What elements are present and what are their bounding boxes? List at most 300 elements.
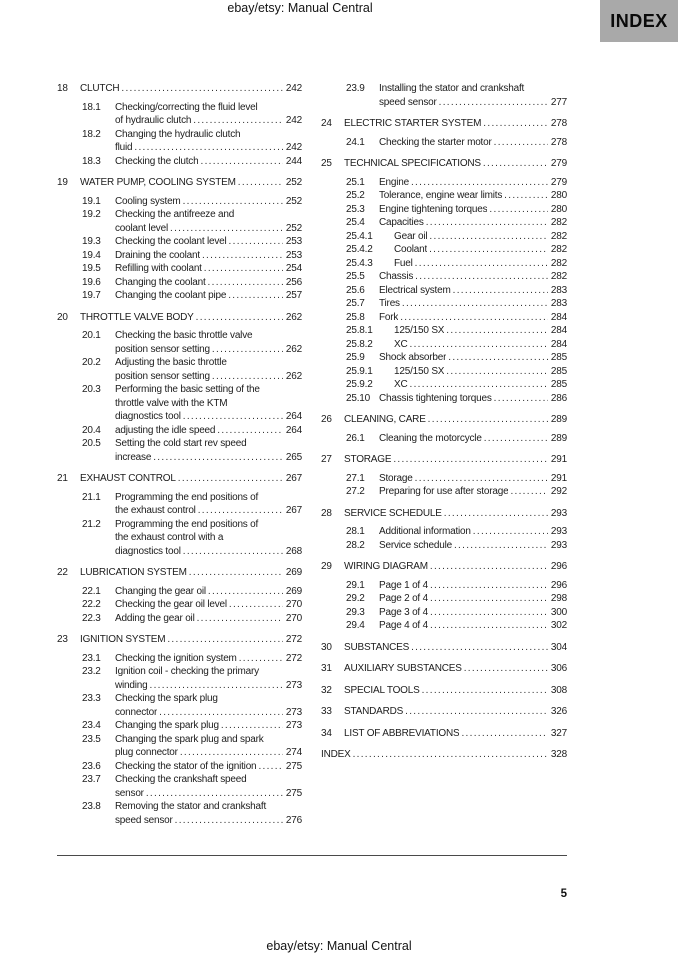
toc-entry-text-line: Performing the basic setting of the [115, 384, 260, 395]
toc-entry-last-line [115, 451, 302, 465]
toc-entry-page-number: 252 [285, 195, 302, 207]
toc-entry-body [115, 155, 302, 169]
dot-leader [444, 507, 548, 521]
index-tab [600, 0, 678, 42]
toc-entry-title: 125/150 SX [394, 365, 445, 377]
toc-entry-number: 22.1 [82, 585, 101, 597]
toc-entry-number: 30 [321, 641, 332, 653]
toc-entry-title: Checking the ignition system [115, 652, 237, 664]
toc-entry-last-line [80, 82, 302, 96]
toc-entry [57, 235, 302, 249]
toc-entry [321, 560, 567, 574]
toc-entry-number: 25.8.1 [346, 325, 373, 336]
toc-entry [57, 692, 302, 719]
toc-entry-title: XC [394, 379, 408, 390]
toc-entry-page-number: 269 [285, 567, 302, 578]
toc-entry-body [115, 249, 302, 263]
toc-entry-last-line [80, 566, 302, 580]
toc-entry-body [115, 760, 302, 774]
dot-leader [428, 413, 548, 427]
toc-entry-page-number: 275 [285, 760, 302, 772]
toc-entry-last-line [344, 705, 567, 719]
toc-entry-number: 19.3 [82, 236, 101, 247]
toc-entry-last-line [115, 814, 302, 828]
toc-entry-number: 28 [321, 507, 332, 519]
dot-leader [229, 235, 283, 249]
toc-entry-body [115, 518, 302, 559]
toc-entry-page-number: 284 [550, 311, 567, 323]
toc-entry-number: 25.4.3 [346, 257, 373, 269]
dot-leader [167, 633, 283, 647]
toc-entry-title: Cleaning the motorcycle [379, 432, 482, 444]
toc-entry-number: 29.2 [346, 593, 365, 604]
toc-entry-text-line: the exhaust control with a [115, 532, 224, 543]
toc-entry [57, 383, 302, 424]
toc-entry-body [394, 338, 567, 352]
dot-leader [183, 195, 283, 209]
toc-entry-title: LIST OF ABBREVIATIONS [344, 727, 460, 739]
toc-entry-number: 22.3 [82, 612, 101, 624]
toc-entry-number: 19.5 [82, 263, 101, 274]
dot-leader [410, 378, 548, 392]
toc-entry-last-line [321, 748, 567, 762]
toc-entry-body [80, 472, 302, 486]
toc-entry-last-line [115, 141, 302, 155]
dot-leader [393, 453, 548, 467]
dot-leader [439, 96, 548, 110]
toc-entry-last-line [394, 257, 567, 271]
toc-entry [321, 365, 567, 379]
toc-entry-number: 19.6 [82, 276, 101, 288]
toc-entry-last-line [394, 365, 567, 379]
toc-entry-title: SERVICE SCHEDULE [344, 507, 442, 519]
toc-entry-title: diagnostics tool [115, 411, 181, 422]
toc-entry-last-line [115, 746, 302, 760]
toc-entry-title: speed sensor [379, 96, 437, 108]
dot-leader [489, 203, 547, 217]
toc-entry-last-line [344, 560, 567, 574]
toc-entry-page-number: 265 [285, 451, 302, 463]
toc-entry-body [344, 117, 567, 131]
toc-entry-text-line: Checking the antifreeze and [115, 209, 235, 220]
toc-entry-text-line: Programming the end positions of [115, 518, 259, 530]
toc-entry [321, 243, 567, 257]
toc-entry-last-line [344, 662, 567, 676]
toc-entry [321, 270, 567, 284]
toc-entry-title: sensor [115, 787, 144, 799]
toc-entry-last-line [379, 539, 567, 553]
toc-entry [321, 136, 567, 150]
toc-entry-body [379, 525, 567, 539]
toc-entry-last-line [379, 311, 567, 325]
toc-entry-text-line: Ignition coil - checking the primary [115, 666, 259, 677]
toc-entry-number: 19.7 [82, 290, 101, 301]
toc-left-column [57, 80, 302, 827]
toc-entry-body [379, 606, 567, 620]
toc-entry-title: SPECIAL TOOLS [344, 684, 420, 696]
toc-entry-body [115, 491, 302, 518]
toc-entry-text-line: Changing the spark plug and spark [115, 733, 264, 745]
toc-entry-title: Page 4 of 4 [379, 620, 428, 631]
toc-entry [57, 612, 302, 626]
dot-leader [473, 525, 548, 539]
toc-entry-page-number: 279 [550, 176, 567, 188]
dot-leader [204, 262, 283, 276]
toc-entry-page-number: 293 [550, 539, 567, 551]
toc-entry [321, 432, 567, 446]
toc-entry-last-line [80, 633, 302, 647]
toc-entry-body [344, 684, 567, 698]
toc-entry [57, 262, 302, 276]
toc-entry-title: Tolerance, engine wear limits [379, 190, 503, 201]
toc-entry-title: Checking the clutch [115, 155, 199, 167]
toc-entry-number: 25.4 [346, 217, 365, 228]
dot-leader [121, 82, 283, 96]
toc-entry-page-number: 284 [550, 325, 567, 336]
toc-entry [321, 378, 567, 392]
toc-entry-last-line [344, 684, 567, 698]
toc-entry-title: Checking the stator of the ignition [115, 760, 257, 772]
toc-entry-page-number: 269 [285, 585, 302, 597]
toc-entry-page-number: 275 [285, 787, 302, 799]
toc-entry-body [115, 424, 302, 438]
toc-entry-number: 25.9.1 [346, 365, 373, 377]
toc-entry-text-line: Removing the stator and crankshaft [115, 801, 267, 812]
toc-entry-title: Engine [379, 176, 409, 188]
toc-entry-number: 19 [57, 177, 68, 188]
toc-entry-number: 28.2 [346, 539, 365, 551]
toc-entry-title: position sensor setting [115, 343, 210, 355]
toc-entry-body [379, 432, 567, 446]
toc-entry-title: fluid [115, 142, 133, 153]
toc-entry-number: 20 [57, 311, 68, 323]
toc-entry-body [394, 257, 567, 271]
toc-entry-body [379, 311, 567, 325]
toc-entry-text-line: Programming the end positions of [115, 491, 259, 503]
dot-leader [448, 351, 548, 365]
toc-entry-title: THROTTLE VALVE BODY [80, 311, 194, 323]
toc-entry-last-line [115, 545, 302, 559]
toc-entry [321, 619, 567, 633]
toc-entry-number: 28.1 [346, 526, 365, 537]
toc-entry-text-line: Adjusting the basic throttle [115, 357, 227, 368]
toc-entry [57, 719, 302, 733]
toc-entry-page-number: 300 [550, 606, 567, 618]
toc-entry-page-number: 302 [550, 620, 567, 631]
dot-leader [202, 249, 283, 263]
toc-entry-last-line [115, 679, 302, 693]
toc-entry-number: 25 [321, 158, 332, 169]
toc-entry-number: 27.2 [346, 486, 365, 497]
toc-entry-body [115, 598, 302, 612]
toc-entry-page-number: 278 [550, 118, 567, 129]
dot-leader [483, 157, 548, 171]
dot-leader [464, 662, 548, 676]
dot-leader [200, 155, 282, 169]
toc-entry-page-number: 280 [550, 190, 567, 201]
toc-entry-page-number: 264 [285, 424, 302, 436]
toc-entry-title: winding [115, 679, 148, 691]
dot-leader [228, 289, 283, 303]
toc-entry-number: 22.2 [82, 599, 101, 610]
dot-leader [494, 392, 548, 406]
toc-entry-body [379, 189, 567, 203]
toc-entry-number: 29.4 [346, 620, 365, 631]
toc-entry-body [379, 472, 567, 486]
toc-entry-page-number: 273 [285, 720, 302, 731]
toc-entry-page-number: 272 [285, 634, 302, 645]
toc-entry [321, 606, 567, 620]
toc-entry-body [344, 507, 567, 521]
toc-entry-title: 125/150 SX [394, 325, 445, 336]
toc-entry-title: Draining the coolant [115, 249, 200, 261]
toc-entry-body [379, 270, 567, 284]
toc-entry-number: 19.2 [82, 209, 101, 220]
dot-leader [430, 619, 548, 633]
toc-entry-last-line [80, 311, 302, 325]
toc-entry-last-line [115, 262, 302, 276]
toc-entry-number: 25.4.2 [346, 244, 373, 255]
toc-entry-page-number: 291 [550, 472, 567, 484]
toc-entry-text-line: Changing the hydraulic clutch [115, 128, 241, 140]
dot-leader [134, 141, 283, 155]
toc-entry [321, 230, 567, 244]
toc-entry-title: of hydraulic clutch [115, 115, 192, 126]
toc-entry-page-number: 252 [285, 222, 302, 234]
toc-entry-text-line: Checking the spark plug [115, 693, 218, 704]
toc-entry [57, 598, 302, 612]
toc-entry-number: 25.7 [346, 298, 365, 309]
toc-entry-last-line [379, 525, 567, 539]
toc-entry [57, 437, 302, 464]
toc-entry-last-line [115, 370, 302, 384]
toc-entry-body [115, 665, 302, 692]
toc-entry-title: WIRING DIAGRAM [344, 561, 428, 572]
dot-leader [430, 579, 548, 593]
toc-entry-last-line [115, 276, 302, 290]
toc-entry [57, 128, 302, 155]
toc-entry-last-line [115, 585, 302, 599]
toc-entry-page-number: 276 [285, 814, 302, 826]
toc-entry-page-number: 285 [550, 379, 567, 390]
toc-entry [57, 289, 302, 303]
toc-entry-page-number: 262 [285, 370, 302, 382]
toc-entry-page-number: 283 [550, 298, 567, 309]
toc-entry-last-line [115, 760, 302, 774]
toc-entry-number: 21.2 [82, 518, 101, 530]
toc-entry-number: 20.3 [82, 384, 101, 395]
toc-entry-last-line [379, 284, 567, 298]
toc-entry-page-number: 264 [285, 411, 302, 422]
toc-entry-last-line [344, 507, 567, 521]
toc-entry [57, 566, 302, 580]
index-tab-label: INDEX [610, 10, 668, 31]
toc-entry-page-number: 262 [285, 311, 302, 323]
toc-entry-body [379, 136, 567, 150]
dot-leader [484, 432, 548, 446]
toc-entry-page-number: 242 [285, 142, 302, 153]
dot-leader [430, 606, 548, 620]
toc-entry-body [115, 208, 302, 235]
page-footer: ebay/etsy: Manual Central [266, 939, 412, 953]
toc-entry [321, 297, 567, 311]
toc-entry-number: 18.1 [82, 101, 101, 113]
toc-entry-body [115, 800, 302, 827]
toc-entry-number: 32 [321, 684, 332, 696]
toc-entry-number: 27 [321, 454, 332, 465]
toc-entry-body [394, 324, 567, 338]
toc-entry-last-line [115, 155, 302, 169]
toc-entry-number: 33 [321, 706, 332, 717]
toc-entry-number: 25.6 [346, 284, 365, 296]
toc-entry-last-line [115, 222, 302, 236]
toc-entry-title: Preparing for use after storage [379, 486, 509, 497]
toc-entry-title: Page 2 of 4 [379, 593, 428, 604]
toc-entry [57, 585, 302, 599]
toc-entry-last-line [115, 719, 302, 733]
toc-entry-title: SUBSTANCES [344, 641, 410, 653]
toc-entry-number: 26 [321, 414, 332, 425]
toc-entry-body [379, 284, 567, 298]
toc-entry [321, 592, 567, 606]
toc-entry-body [379, 579, 567, 593]
toc-entry-title: Shock absorber [379, 352, 447, 363]
toc-entry-title: WATER PUMP, COOLING SYSTEM [80, 177, 236, 188]
toc-entry-title: Page 1 of 4 [379, 579, 428, 591]
toc-entry-page-number: 289 [550, 432, 567, 444]
toc-entry-number: 26.1 [346, 432, 365, 444]
dot-leader [411, 176, 548, 190]
toc-entry-body [115, 383, 302, 424]
dot-leader [258, 760, 282, 774]
toc-entry-body [80, 566, 302, 580]
toc-entry-page-number: 273 [285, 679, 302, 691]
toc-entry [321, 203, 567, 217]
toc-entry-body [344, 662, 567, 676]
toc-entry-page-number: 282 [550, 230, 567, 242]
toc-entry [321, 82, 567, 109]
toc-entry-body [344, 705, 567, 719]
dot-leader [221, 719, 283, 733]
toc-entry-body [379, 351, 567, 365]
dot-leader [446, 324, 548, 338]
toc-entry-title: IGNITION SYSTEM [80, 634, 166, 645]
toc-entry-body [115, 329, 302, 356]
toc-entry-number: 23.3 [82, 693, 101, 704]
toc-entry [321, 392, 567, 406]
toc-entry-page-number: 267 [285, 505, 302, 516]
toc-entry-last-line [115, 289, 302, 303]
dot-leader [150, 679, 283, 693]
toc-entry-title: Checking the coolant level [115, 236, 227, 247]
toc-entry-title: Changing the coolant pipe [115, 290, 227, 301]
dot-leader [353, 748, 548, 762]
toc-entry-last-line [394, 338, 567, 352]
toc-entry-page-number: 282 [550, 244, 567, 255]
toc-entry-body [394, 243, 567, 257]
toc-entry-last-line [115, 612, 302, 626]
toc-entry-page-number: 254 [285, 263, 302, 274]
toc-entry-number: 19.4 [82, 249, 101, 261]
dot-leader [411, 641, 548, 655]
dot-leader [180, 746, 283, 760]
toc-entry-body [80, 82, 302, 96]
toc-entry-number: 29 [321, 561, 332, 572]
toc-entry-title: LUBRICATION SYSTEM [80, 567, 187, 578]
toc-entry [57, 195, 302, 209]
toc-entry-last-line [115, 706, 302, 720]
toc-entry-number: 25.2 [346, 190, 365, 201]
toc-entry-page-number: 306 [550, 663, 567, 674]
toc-entry-page-number: 328 [550, 749, 567, 760]
toc-entry-page-number: 253 [285, 249, 302, 261]
dot-leader [415, 257, 548, 271]
toc-entry [321, 324, 567, 338]
toc-entry-number: 25.4.1 [346, 230, 373, 242]
toc-entry-number: 25.9.2 [346, 379, 373, 390]
toc-entry-title: Gear oil [394, 230, 428, 242]
toc-entry [321, 338, 567, 352]
toc-entry-page-number: 327 [550, 727, 567, 739]
dot-leader [402, 297, 548, 311]
dot-leader [446, 365, 548, 379]
toc-entry-title: coolant level [115, 222, 168, 234]
dot-leader [415, 270, 548, 284]
toc-entry-page-number: 293 [550, 526, 567, 537]
dot-leader [426, 216, 548, 230]
toc-entry-page-number: 289 [550, 414, 567, 425]
toc-entry-body [115, 733, 302, 760]
toc-entry-title: EXHAUST CONTROL [80, 473, 176, 484]
dot-leader [196, 311, 283, 325]
toc-entry-page-number: 262 [285, 343, 302, 355]
toc-entry-last-line [344, 453, 567, 467]
dot-leader [239, 652, 283, 666]
toc-entry-body [115, 262, 302, 276]
toc-entry [57, 773, 302, 800]
toc-entry-page-number: 286 [550, 392, 567, 404]
toc-entry-page-number: 282 [550, 257, 567, 269]
toc-entry [57, 424, 302, 438]
toc-entry-body [115, 235, 302, 249]
toc-entry-last-line [379, 176, 567, 190]
toc-entry-body [115, 276, 302, 290]
toc-entry-title: STANDARDS [344, 706, 404, 717]
dot-leader [208, 585, 283, 599]
toc-entry-number: 23.5 [82, 733, 101, 745]
toc-entry-body [115, 585, 302, 599]
toc-entry [321, 157, 567, 171]
dot-leader [415, 472, 548, 486]
toc-entry-body [115, 773, 302, 800]
toc-entry-title: Changing the spark plug [115, 720, 219, 731]
dot-leader [208, 276, 283, 290]
toc-entry-body [379, 619, 567, 633]
dot-leader [400, 311, 548, 325]
toc-entry-number: 23.1 [82, 652, 101, 664]
toc-entry-body [80, 633, 302, 647]
toc-entry-text-line: Checking the basic throttle valve [115, 330, 253, 341]
toc-entry-last-line [115, 410, 302, 424]
toc-entry-page-number: 278 [550, 136, 567, 148]
toc-entry-number: 34 [321, 727, 332, 739]
toc-entry-title: the exhaust control [115, 505, 196, 516]
toc-entry-title: Storage [379, 472, 413, 484]
toc-entry [57, 633, 302, 647]
toc-entry-title: Chassis tightening torques [379, 392, 492, 404]
toc-entry-last-line [115, 195, 302, 209]
toc-entry-body [379, 82, 567, 109]
